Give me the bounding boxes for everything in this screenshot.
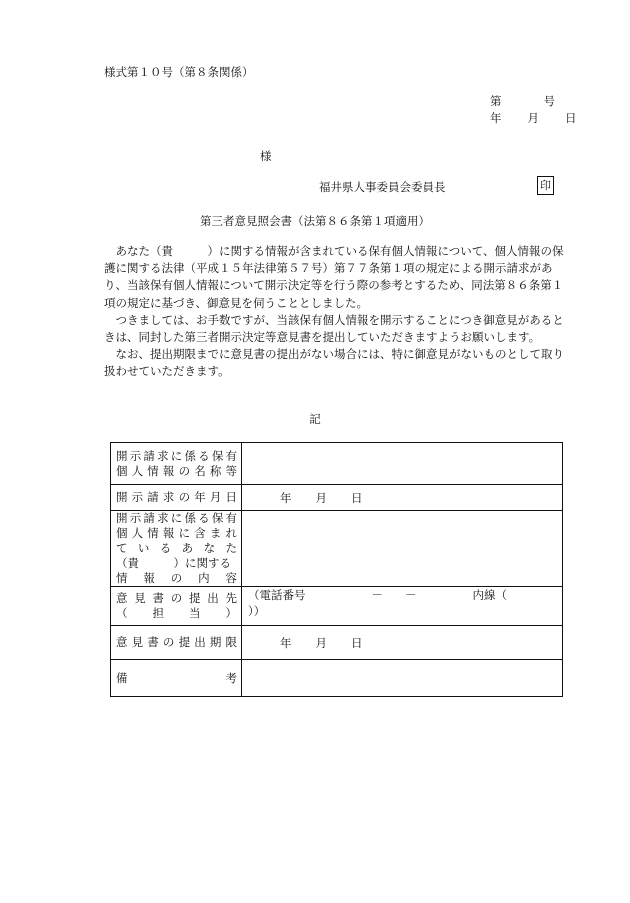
deadline-month: 月 [315, 635, 327, 650]
request-day: 日 [351, 490, 363, 505]
label-line [116, 606, 237, 621]
label-char: 求 [157, 511, 169, 525]
label-line [116, 490, 237, 505]
label-char: た [225, 541, 237, 555]
phone-label: （電話番号 [248, 588, 306, 602]
label-char: 名 [194, 463, 206, 478]
label-char: 人 [131, 526, 144, 540]
label-char: の [162, 635, 175, 649]
label-char: に [170, 448, 183, 463]
label-char: 提 [178, 635, 191, 649]
label-char: 称 [209, 463, 222, 478]
value-deadline[interactable] [242, 626, 563, 660]
label-char: 求 [157, 448, 169, 463]
label-char: 先 [225, 591, 237, 605]
body-paragraph-1: あなた（貴 ）に関する情報が含まれている保有個人情報について、個人情報の保護に関する法律（平成１５年法律第５７号）第７７条第１項の規定による開示請求があり、当該保有個人情報について開示決定等を行う際の参考とするため、同法第８６条第１項の規定に基づき、御意見を伺うこととしました。 [104, 244, 564, 310]
label-char: 意 [116, 635, 128, 649]
label-char: 内 [198, 571, 210, 585]
label-char: 意 [116, 591, 128, 605]
label-line [116, 541, 237, 556]
extension-close: ）） [248, 604, 266, 618]
label-char: 開 [116, 490, 128, 504]
request-month: 月 [315, 490, 327, 505]
label-char: に [170, 511, 183, 525]
label-char: 開 [116, 511, 128, 525]
label-line [116, 526, 237, 541]
label-char: 出 [194, 635, 206, 649]
label-char: 保 [211, 448, 224, 463]
table-row [111, 660, 563, 697]
seal-mark: 印 [537, 176, 554, 195]
label-char: 日 [225, 490, 237, 504]
label-char: 書 [147, 635, 159, 649]
form-id: 様式第１０号（第８条関係） [104, 65, 254, 79]
label-char: 見 [131, 635, 144, 649]
table-row [111, 626, 563, 660]
label-char: 容 [225, 571, 237, 585]
label-char: 報 [162, 463, 175, 478]
body-paragraph-2: つきましては、お手数ですが、当該保有個人情報を開示することにつき御意見があるときは、同封した第三者開示決定等意見書を提出していただきますようお願いします。 [104, 312, 564, 345]
row-label-deadline [111, 626, 242, 660]
label-char: 情 [147, 526, 159, 540]
label-line [116, 591, 237, 606]
document-title: 第三者意見照会書（法第８６条第１項適用） [200, 214, 430, 228]
label-char: 有 [225, 448, 237, 463]
label-line [116, 511, 237, 526]
row-label-info-name [111, 443, 242, 485]
ki-heading: 記 [309, 412, 321, 426]
deadline-day: 日 [351, 635, 363, 650]
label-char: て [116, 541, 128, 555]
label-char: の [178, 463, 191, 478]
label-char: 提 [189, 591, 201, 605]
label-char: 情 [116, 571, 128, 585]
row-label-request-date [111, 485, 242, 511]
label-char: 個 [116, 463, 128, 478]
label-char: あ [181, 541, 194, 555]
row-label-submit-to [111, 587, 242, 626]
table-row [111, 485, 563, 511]
label-char: の [170, 571, 183, 585]
label-char: 係 [184, 448, 196, 463]
label-char: 報 [162, 526, 175, 540]
row-label-info-content [111, 511, 242, 587]
label-char: 当 [189, 606, 201, 620]
remarks-char-1: 備 [116, 670, 128, 685]
label-char: 請 [143, 511, 155, 525]
document-number-date [490, 93, 577, 127]
value-request-date[interactable] [242, 485, 563, 511]
number-label-suffix: 号 [543, 94, 555, 108]
phone-dash-1: － [371, 588, 383, 602]
label-char: 個 [116, 526, 128, 540]
label-char: 開 [116, 448, 128, 463]
label-char: 有 [225, 511, 237, 525]
label-line: （貴 ）に関する [116, 556, 231, 570]
label-char: れ [225, 526, 237, 540]
label-line [116, 671, 237, 686]
label-char: 保 [211, 511, 224, 525]
label-line [116, 464, 237, 479]
label-char: ） [225, 606, 237, 620]
label-char: 含 [194, 526, 206, 540]
label-char: 請 [143, 448, 155, 463]
label-char: 求 [162, 490, 175, 504]
label-char: る [198, 511, 210, 525]
label-line [116, 449, 237, 464]
value-info-content[interactable] [242, 511, 563, 587]
row-label-remarks [111, 660, 242, 697]
label-char: 担 [152, 606, 164, 620]
label-char: 示 [129, 448, 142, 463]
value-submit-to[interactable] [242, 587, 563, 626]
detail-table [110, 442, 563, 697]
deadline-year: 年 [280, 635, 292, 650]
label-char: の [170, 591, 183, 605]
phone-dash-2: － [405, 588, 417, 602]
label-char: 出 [207, 591, 219, 605]
label-char: 示 [129, 511, 142, 525]
label-char: （ [116, 606, 128, 620]
label-char: の [178, 490, 191, 504]
label-char: 人 [131, 463, 144, 478]
value-info-name[interactable] [242, 443, 563, 485]
label-line [116, 571, 237, 586]
table-row [111, 443, 563, 485]
label-char: 係 [184, 511, 196, 525]
label-char: 報 [143, 571, 155, 585]
date-month: 月 [527, 111, 539, 125]
label-char: い [137, 541, 150, 555]
label-char: る [159, 541, 172, 555]
addressee-suffix: 様 [260, 149, 272, 163]
label-char: る [198, 448, 210, 463]
date-day: 日 [565, 111, 577, 125]
date-year: 年 [490, 111, 502, 125]
label-char: 等 [225, 463, 237, 478]
body-text [104, 243, 564, 381]
label-char: 月 [209, 490, 222, 504]
label-char: 見 [134, 591, 146, 605]
sender-name: 福井県人事委員会委員長 [319, 180, 446, 194]
label-char: 限 [225, 635, 237, 649]
request-year: 年 [280, 490, 292, 505]
table-row [111, 587, 563, 626]
label-char: 情 [147, 463, 159, 478]
remarks-char-2: 考 [225, 670, 237, 685]
label-char: な [203, 541, 216, 555]
table-row [111, 511, 563, 587]
label-char: 請 [147, 490, 159, 504]
value-remarks[interactable] [242, 660, 563, 697]
number-label-prefix: 第 [490, 94, 502, 108]
extension-label: 内線（ [472, 588, 507, 602]
label-char: 書 [152, 591, 164, 605]
label-char: 期 [209, 635, 222, 649]
label-char: 示 [131, 490, 144, 504]
label-char: 年 [194, 490, 206, 504]
body-paragraph-3: なお、提出期限までに意見書の提出がない場合には、特に御意見がないものとして取り扱わせていただきます。 [104, 347, 564, 379]
label-char: に [178, 526, 191, 540]
label-line [116, 635, 237, 650]
label-char: ま [209, 526, 222, 540]
